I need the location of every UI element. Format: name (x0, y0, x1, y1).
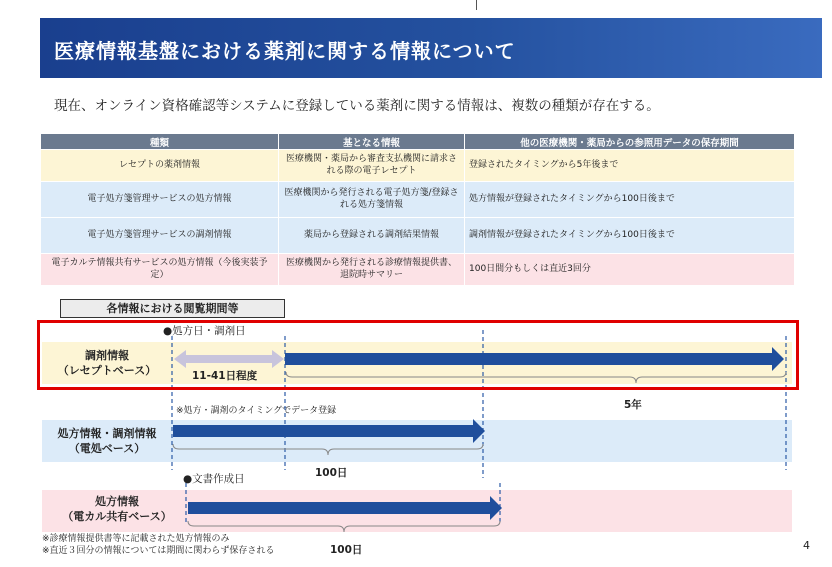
cell-type: 電子処方箋管理サービスの処方情報 (41, 182, 279, 218)
cell-source: 薬局から登録される調剤結果情報 (279, 218, 465, 254)
cell-period: 100日間分もしくは直近3回分 (465, 254, 795, 286)
page-number: 4 (803, 539, 810, 552)
table-header-source: 基となる情報 (279, 134, 465, 150)
cell-source: 医療機関・薬局から審査支払機関に請求される際の電子レセプト (279, 150, 465, 182)
cell-type: 電子処方箋管理サービスの調剤情報 (41, 218, 279, 254)
gap-days-label: 11-41日程度 (192, 370, 258, 382)
band-ekarte-label-line1: 処方情報 (95, 495, 139, 508)
table-header-period: 他の医療機関・薬局からの参照用データの保存期間 (465, 134, 795, 150)
registration-note: ※処方・調剤のタイミングでデータ登録 (176, 406, 337, 416)
cell-source: 医療機関から発行される診療情報提供書、退院時サマリー (279, 254, 465, 286)
duration-100d-label-1: 100日 (315, 467, 348, 479)
cell-type: 電子カルテ情報共有サービスの処方情報（今後実装予定） (41, 254, 279, 286)
cell-type: レセプトの薬剤情報 (41, 150, 279, 182)
duration-100d-label-2: 100日 (330, 544, 363, 556)
arrow-100d-eprescription (173, 419, 485, 443)
highlight-frame (37, 320, 799, 390)
band-eprescription-label-line2: （電処ベース） (68, 442, 146, 455)
cell-period: 登録されたタイミングから5年後まで (465, 150, 795, 182)
cell-source: 医療機関から発行される電子処方箋/登録される処方箋情報 (279, 182, 465, 218)
table-header-type: 種類 (41, 134, 279, 150)
duration-5y-label: 5年 (624, 399, 642, 411)
brace-100d-eprescription (173, 444, 483, 455)
dispense-date-marker: ●処方日・調剤日 (163, 325, 246, 337)
lead-text: 現在、オンライン資格確認等システムに登録している薬剤に関する情報は、複数の種類が存在する。 (54, 98, 660, 114)
document-date-marker: ●文書作成日 (183, 473, 245, 485)
band-receipt-label-line1: 調剤情報 (85, 349, 129, 362)
brace-100d-ekarte (188, 521, 500, 532)
arrow-100d-ekarte (188, 496, 502, 520)
band-ekarte-label-line2: （電カル共有ベース） (62, 510, 172, 523)
cell-period: 処方情報が登録されたタイミングから100日後まで (465, 182, 795, 218)
footnote-2: ※直近３回分の情報については期間に関わらず保存される (42, 546, 275, 556)
page-title: 医療情報基盤における薬剤に関する情報について (54, 39, 516, 63)
section-label: 各情報における閲覧期間等 (60, 299, 285, 318)
band-receipt-label-line2: （レセプトベース） (57, 364, 157, 377)
cell-period: 調剤情報が登録されたタイミングから100日後まで (465, 218, 795, 254)
footnote-1: ※診療情報提供書等に記載された処方情報のみ (42, 534, 230, 544)
band-eprescription-label-line1: 処方情報・調剤情報 (57, 427, 157, 440)
